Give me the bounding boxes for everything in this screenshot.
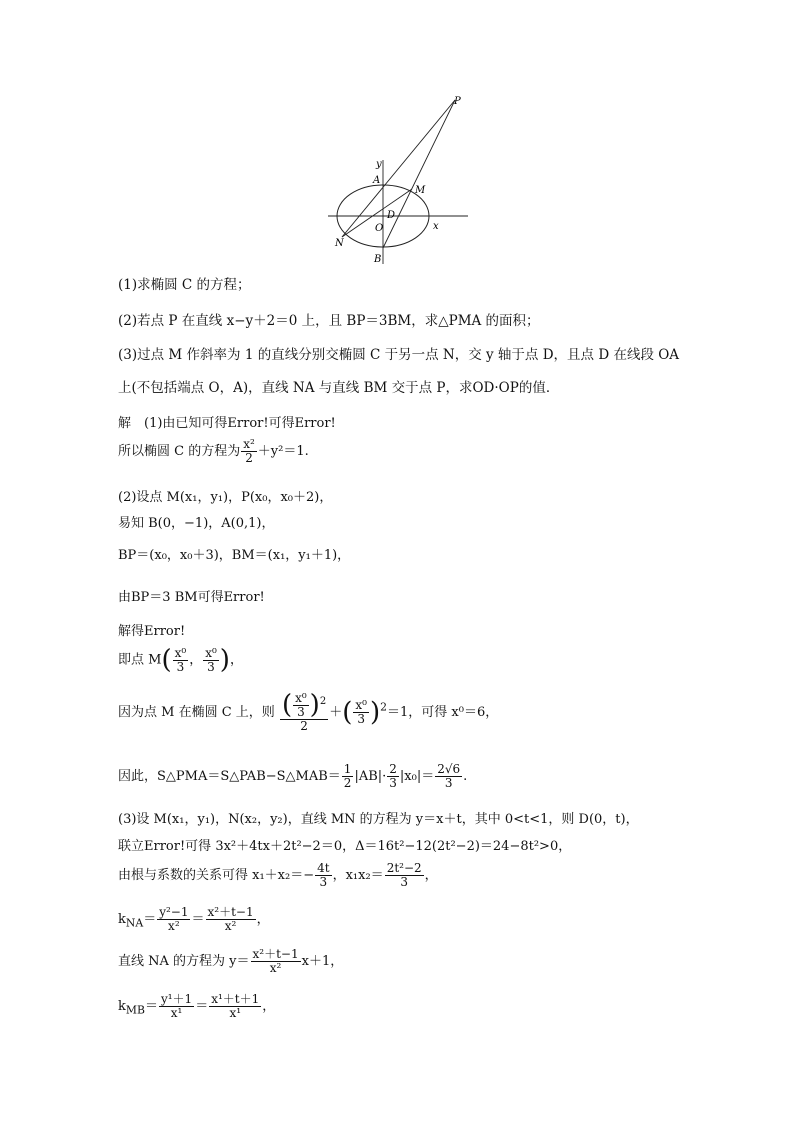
problem-q1: (1)求椭圆 C 的方程；: [118, 277, 251, 293]
solution-line-14: $k_{NA}=$ $\frac{\text{y²−1}}{\text{x²}}$ ＝ $\frac{\text{x²＋t−1}}{\text{x²}}$ ，: [118, 905, 270, 933]
label-M: M: [415, 185, 426, 196]
label-x: x: [433, 221, 439, 232]
solution-line-9: 因为点 M 在椭圆 C 上，则 ( $\frac{\text{x⁰}}{3}$ )$^2$ 2 ＋( $\frac{\text{x⁰}}{3}$ )$^2$＝1，可得 x⁰＝6，: [118, 690, 499, 733]
ellipse-diagram: [320, 92, 480, 267]
solution-line-6: 由BP＝3 BM可得Error!: [118, 590, 265, 605]
solution-line-15: 直线 NA 的方程为 y＝ $\frac{\text{x²＋t−1}}{\text{x²}}$ x＋1，: [118, 947, 344, 975]
solution-line-13: 由根与系数的关系可得 x₁＋x₂＝− $\frac{4t}{3}$ ，x₁x₂＝ $\frac{\text{2t²−2}}{3}$ ，: [118, 861, 438, 889]
label-P: P: [454, 96, 461, 107]
solution-line-4: 易知 B(0，−1)，A(0,1)，: [118, 516, 275, 531]
solution-line-5: BP＝(x₀，x₀＋3)，BM＝(x₁，y₁＋1)，: [118, 548, 351, 563]
problem-q2: (2)若点 P 在直线 x−y＋2＝0 上，且 BP＝3BM，求△PMA 的面积；: [118, 313, 540, 329]
solution-line-10: 因此，S△PMA＝S△PAB−S△MAB＝ $\frac{1}{2}$ |AB|· $\frac{2}{3}$ |x₀|＝ $\frac{2√6}{3}$ .: [118, 762, 468, 790]
solution-line-7: 解得Error!: [118, 624, 186, 639]
label-O: O: [375, 223, 384, 234]
solution-line-12: 联立Error!可得 3x²＋4tx＋2t²−2＝0，Δ＝16t²−12(2t²−2)＝24−8t²>0，: [118, 839, 572, 854]
solution-line-1: 解 (1)由已知可得Error!可得Error!: [118, 416, 336, 431]
solution-line-16: $k_{MB}=$ $\frac{\text{y¹＋1}}{\text{x¹}}$ ＝ $\frac{\text{x¹＋t＋1}}{\text{x¹}}$ ，: [118, 992, 276, 1020]
ellipse-figure: [320, 92, 480, 267]
problem-q3-line1: (3)过点 M 作斜率为 1 的直线分别交椭圆 C 于另一点 N，交 y 轴于点 D，且点 D 在线段 OA: [118, 347, 680, 363]
label-y: y: [376, 159, 382, 170]
label-A: A: [373, 175, 381, 186]
solution-line-11: (3)设 M(x₁，y₁)，N(x₂，y₂)，直线 MN 的方程为 y＝x＋t，其中 0<t<1，则 D(0，t)，: [118, 812, 639, 827]
label-B: B: [374, 254, 382, 265]
solution-line-2: 所以椭圆 C 的方程为 $\frac{\text{x²}}{2}$ ＋y²＝1.: [118, 437, 309, 465]
solution-line-8: 即点 M( $\frac{\text{x⁰}}{3}$ ， $\frac{\text{x⁰}}{3}$ )，: [118, 645, 243, 675]
problem-q3-line2: 上(不包括端点 O，A)，直线 NA 与直线 BM 交于点 P，求OD·OP的值．: [118, 380, 560, 396]
solution-line-3: (2)设点 M(x₁，y₁)，P(x₀，x₀＋2)，: [118, 490, 333, 505]
label-D: D: [387, 210, 396, 221]
label-N: N: [335, 238, 344, 249]
